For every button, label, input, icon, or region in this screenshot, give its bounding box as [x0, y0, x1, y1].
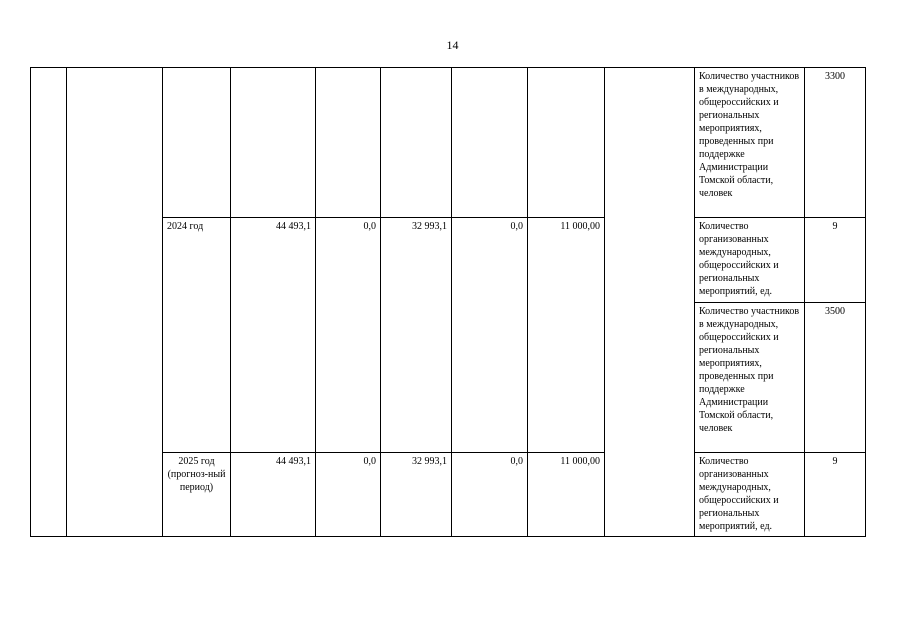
table-cell-value: 3300 [805, 68, 866, 218]
table-cell-indicator: Количество участников в международных, общероссийских и региональных мероприятиях, проведенных при поддержке Администрации Томской области, человек [695, 303, 805, 453]
table-cell-total: 44 493,1 [231, 218, 316, 453]
table-cell-value: 9 [805, 453, 866, 537]
table-cell-year [163, 68, 231, 218]
table-cell-local [452, 68, 528, 218]
table-cell-federal: 0,0 [316, 218, 381, 453]
table-cell-indicator: Количество организованных международных, общероссийских и региональных мероприятий, ед. [695, 453, 805, 537]
table-cell-local: 0,0 [452, 218, 528, 453]
table-cell-other: 11 000,00 [528, 453, 605, 537]
table-cell-total: 44 493,1 [231, 453, 316, 537]
table-cell-value: 9 [805, 218, 866, 303]
table-cell-other: 11 000,00 [528, 218, 605, 453]
table-cell-number [31, 68, 67, 537]
table-cell-regional [381, 68, 452, 218]
table-cell-year: 2025 год (прогноз-ный период) [163, 453, 231, 537]
table-cell-total [231, 68, 316, 218]
table-cell-executor [605, 68, 695, 537]
page-number: 14 [446, 38, 459, 52]
table-cell-federal: 0,0 [316, 453, 381, 537]
table-cell-indicator: Количество участников в международных, общероссийских и региональных мероприятиях, проведенных при поддержке Администрации Томской области, человек [695, 68, 805, 218]
table-cell-indicator: Количество организованных международных, общероссийских и региональных мероприятий, ед. [695, 218, 805, 303]
table-cell-value: 3500 [805, 303, 866, 453]
table-cell-federal [316, 68, 381, 218]
table-cell-year: 2024 год [163, 218, 231, 453]
table-cell-regional: 32 993,1 [381, 218, 452, 453]
table-cell-other [528, 68, 605, 218]
table-row [31, 68, 866, 218]
table-cell-regional: 32 993,1 [381, 453, 452, 537]
table-cell-local: 0,0 [452, 453, 528, 537]
table-cell-name [67, 68, 163, 537]
program-table [30, 67, 866, 537]
